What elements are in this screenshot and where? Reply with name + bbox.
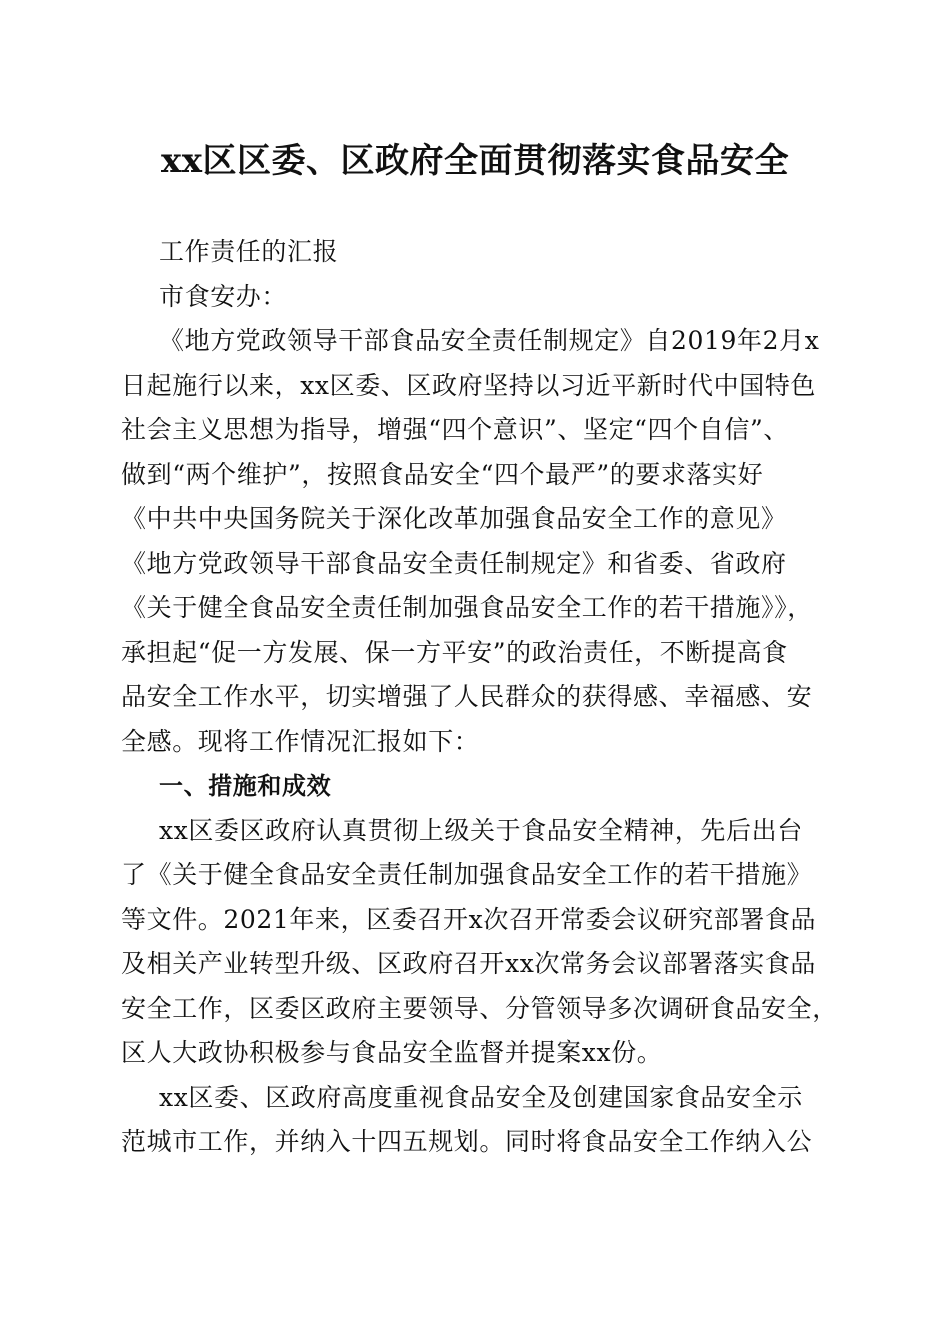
paragraph-line: 做到“两个维护”，按照食品安全“四个最严”的要求落实好 (121, 459, 764, 489)
document-body (121, 230, 838, 1165)
paragraph-line: 等文件。2021年来，区委召开x次召开常委会议研究部署食品 (121, 904, 817, 934)
paragraph-line: 日起施行以来，xx区委、区政府坚持以习近平新时代中国特色 (121, 370, 817, 400)
paragraph-line: 全感。现将工作情况汇报如下： (121, 726, 480, 756)
paragraph-line: 了《关于健全食品安全责任制加强食品安全工作的若干措施》 (121, 860, 813, 889)
paragraph-line: 《地方党政领导干部食品安全责任制规定》自2019年2月x (159, 326, 820, 355)
paragraph-line: 及相关产业转型升级、区政府召开xx次常务会议部署落实食品 (121, 949, 817, 978)
subtitle-line: 工作责任的汇报 (159, 237, 339, 266)
paragraph-line: 《中共中央国务院关于深化改革加强食品安全工作的意见》 (121, 504, 787, 533)
paragraph-line: xx区委区政府认真贯彻上级关于食品安全精神，先后出台 (159, 815, 803, 845)
paragraph-line: 社会主义思想为指导，增强“四个意识”、坚定“四个自信”、 (121, 415, 789, 444)
section-heading: 一、措施和成效 (159, 772, 332, 800)
paragraph-line: 《地方党政领导干部食品安全责任制规定》和省委、省政府 (121, 548, 787, 578)
paragraph-line: 品安全工作水平，切实增强了人民群众的获得感、幸福感、安 (121, 682, 813, 711)
paragraph-line: 安全工作，区委区政府主要领导、分管领导多次调研食品安全， (121, 993, 838, 1023)
addressee-line: 市食安办： (159, 281, 288, 311)
paragraph-line: xx区委、区政府高度重视食品安全及创建国家食品安全示 (159, 1082, 803, 1112)
paragraph-line: 范城市工作，并纳入十四五规划。同时将食品安全工作纳入公 (121, 1127, 813, 1156)
paragraph-line: 区人大政协积极参与食品安全监督并提案xx份。 (121, 1038, 663, 1067)
paragraph-line: 承担起“促一方发展、保一方平安”的政治责任，不断提高食 (121, 637, 788, 667)
document-title: xx区区委、区政府全面贯彻落实食品安全 (160, 141, 790, 181)
paragraph-line: 《关于健全食品安全责任制加强食品安全工作的若干措施》》， (121, 593, 813, 622)
